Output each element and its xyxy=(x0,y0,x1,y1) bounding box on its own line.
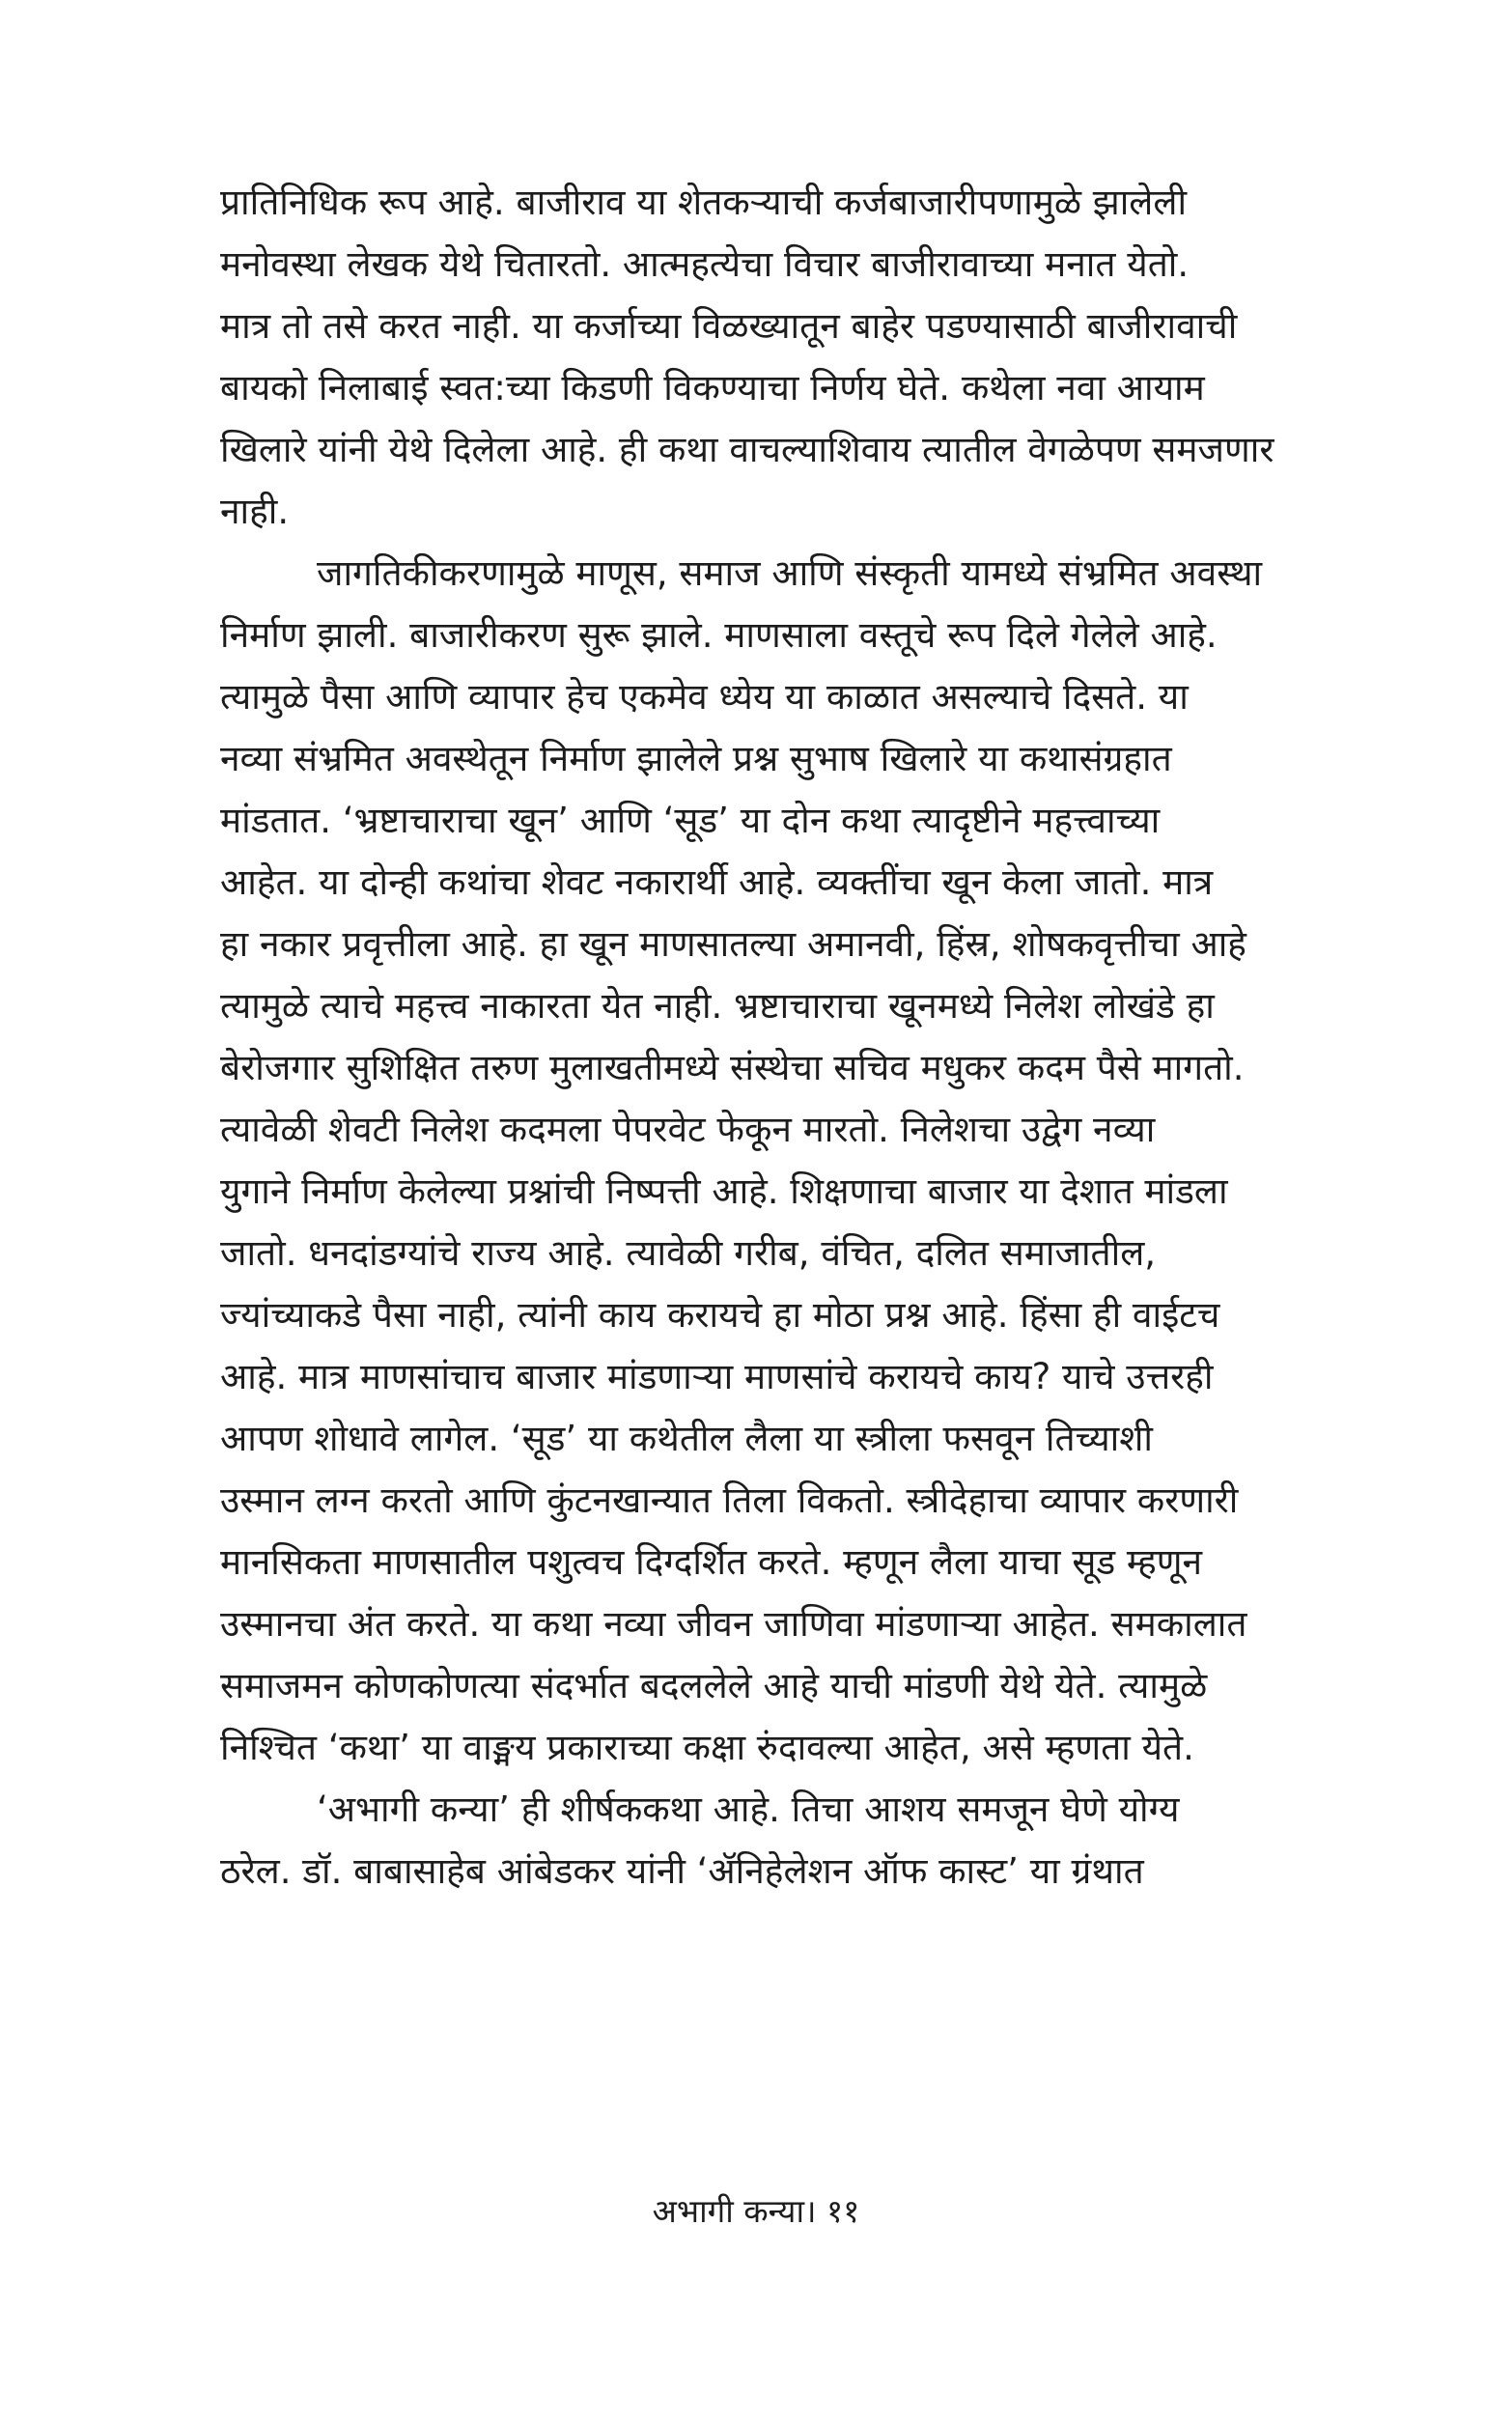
text-line: हा नकार प्रवृत्तीला आहे. हा खून माणसातल्या अमानवी, हिंस्र, शोषकवृत्तीचा आहे xyxy=(220,923,1246,965)
page-footer: अभागी कन्या। ११ xyxy=(652,2192,860,2230)
text-line: निश्चित ‘कथा’ या वाङ्मय प्रकाराच्या कक्षा रुंदावल्या आहेत, असे म्हणता येते. xyxy=(220,1727,1194,1768)
text-line: समाजमन कोणकोणत्या संदर्भात बदललेले आहे याची मांडणी येथे येते. त्यामुळे xyxy=(220,1665,1208,1706)
text-line: मात्र तो तसे करत नाही. या कर्जाच्या विळख्यातून बाहेर पडण्यासाठी बाजीरावाची xyxy=(220,305,1238,347)
text-line: प्रातिनिधिक रूप आहे. बाजीराव या शेतकऱ्याची कर्जबाजारीपणामुळे झालेली xyxy=(220,182,1188,223)
text-line: मनोवस्था लेखक येथे चितारतो. आत्महत्येचा विचार बाजीरावाच्या मनात येतो. xyxy=(220,243,1190,285)
text-line: बेरोजगार सुशिक्षित तरुण मुलाखतीमध्ये संस्थेचा सचिव मधुकर कदम पैसे मागतो. xyxy=(220,1047,1245,1088)
text-line: त्यामुळे त्याचे महत्त्व नाकारता येत नाही. भ्रष्टाचाराचा खूनमध्ये निलेश लोखंडे हा xyxy=(220,985,1215,1027)
text-line: ज्यांच्याकडे पैसा नाही, त्यांनी काय करायचे हा मोठा प्रश्न आहे. हिंसा ही वाईटच xyxy=(220,1294,1220,1336)
text-line: उस्मानचा अंत करते. या कथा नव्या जीवन जाणिवा मांडणाऱ्या आहेत. समकालात xyxy=(220,1603,1247,1645)
text-line: मानसिकता माणसातील पशुत्वच दिग्दर्शित करते. म्हणून लैला याचा सूड म्हणून xyxy=(220,1541,1203,1583)
text-line: आहेत. या दोन्ही कथांचा शेवट नकारार्थी आहे. व्यक्तींचा खून केला जातो. मात्र xyxy=(220,861,1214,903)
text-line: मांडतात. ‘भ्रष्टाचाराचा खून’ आणि ‘सूड’ या दोन कथा त्यादृष्टीने महत्त्वाच्या xyxy=(220,800,1161,841)
text-line: ठरेल. डॉ. बाबासाहेब आंबेडकर यांनी ‘ॲनिहेलेशन ऑफ कास्ट’ या ग्रंथात xyxy=(220,1850,1144,1892)
text-line: त्यावेळी शेवटी निलेश कदमला पेपरवेट फेकून मारतो. निलेशचा उद्वेग नव्या xyxy=(220,1109,1156,1150)
text-line: आपण शोधावे लागेल. ‘सूड’ या कथेतील लैला या स्त्रीला फसवून तिच्याशी xyxy=(220,1418,1154,1459)
text-line: जातो. धनदांडग्यांचे राज्य आहे. त्यावेळी गरीब, वंचित, दलित समाजातील, xyxy=(220,1232,1157,1274)
text-line: निर्माण झाली. बाजारीकरण सुरू झाले. माणसाला वस्तूचे रूप दिले गेलेले आहे. xyxy=(220,614,1218,656)
page-body-text xyxy=(220,172,1427,1902)
text-line: नाही. xyxy=(220,491,290,532)
paragraph-start-line: जागतिकीकरणामुळे माणूस, समाज आणि संस्कृती यामध्ये संभ्रमित अवस्था xyxy=(317,552,1263,594)
text-line: खिलारे यांनी येथे दिलेला आहे. ही कथा वाचल्याशिवाय त्यातील वेगळेपण समजणार xyxy=(220,429,1274,470)
text-line: नव्या संभ्रमित अवस्थेतून निर्माण झालेले प्रश्न सुभाष खिलारे या कथासंग्रहात xyxy=(220,738,1172,779)
paragraph-start-line: ‘अभागी कन्या’ ही शीर्षककथा आहे. तिचा आशय समजून घेणे योग्य xyxy=(317,1789,1180,1830)
text-line: आहे. मात्र माणसांचाच बाजार मांडणाऱ्या माणसांचे करायचे काय? याचे उत्तरही xyxy=(220,1356,1214,1397)
text-line: युगाने निर्माण केलेल्या प्रश्नांची निष्पत्ती आहे. शिक्षणाचा बाजार या देशात मांडला xyxy=(220,1170,1228,1212)
text-line: बायको निलाबाई स्वत:च्या किडणी विकण्याचा निर्णय घेते. कथेला नवा आयाम xyxy=(220,367,1205,409)
text-line: त्यामुळे पैसा आणि व्यापार हेच एकमेव ध्येय या काळात असल्याचे दिसते. या xyxy=(220,676,1189,718)
text-line: उस्मान लग्न करतो आणि कुंटनखान्यात तिला विकतो. स्त्रीदेहाचा व्यापार करणारी xyxy=(220,1479,1239,1521)
